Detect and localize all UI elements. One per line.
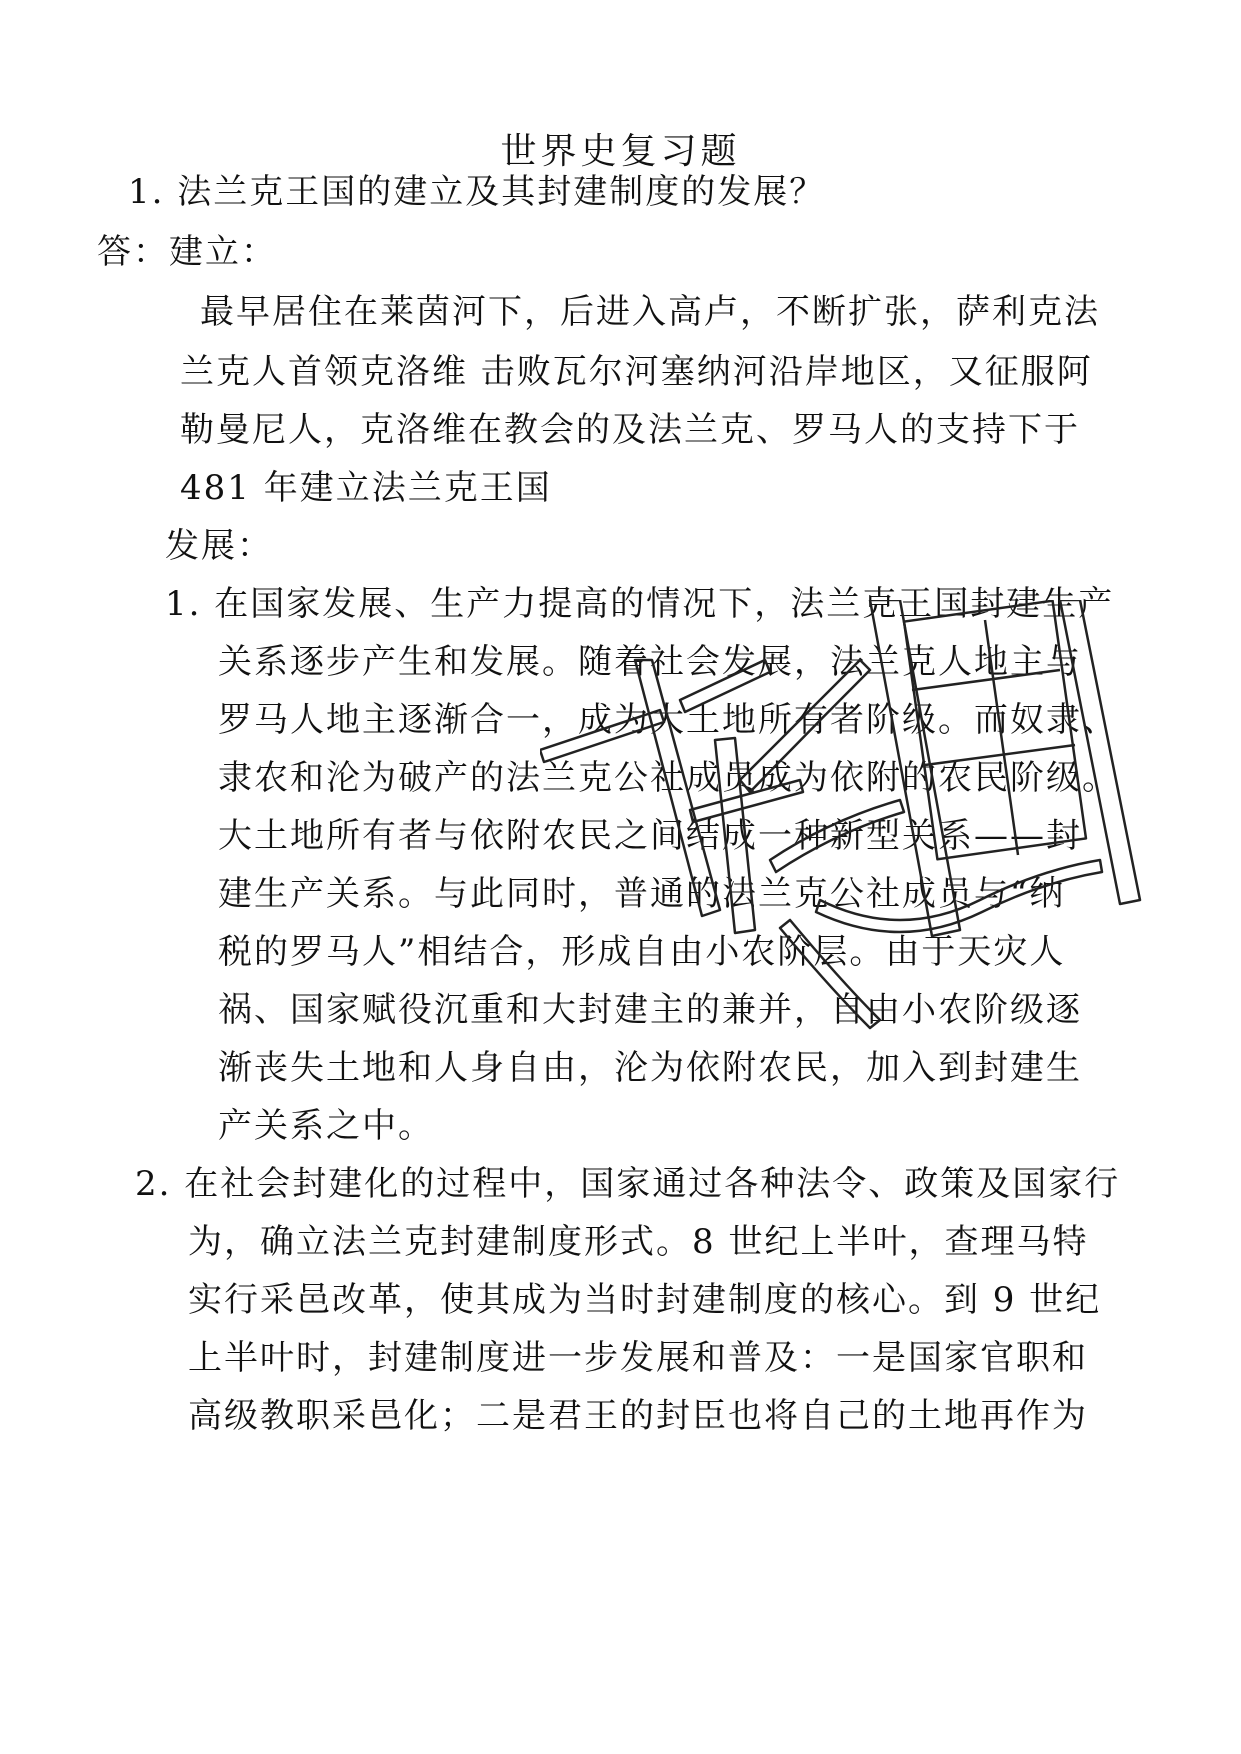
document-title: 世界史复习题 (500, 131, 741, 172)
point1-line-3: 罗马人地主逐渐合一，成为大土地所有者阶级。而奴隶、 (218, 700, 1118, 740)
point2-line-2: 为，确立法兰克封建制度形式。8 世纪上半叶，查理马特 (188, 1222, 1089, 1262)
point1-line-4: 隶农和沦为破产的法兰克公社成员成为依附的农民阶级。 (218, 758, 1118, 798)
point2-line-1: 2. 在社会封建化的过程中，国家通过各种法令、政策及国家行 (135, 1164, 1121, 1204)
point1-line-9: 渐丧失土地和人身自由，沦为依附农民，加入到封建生 (218, 1048, 1082, 1088)
establish-line-3: 勒曼尼人，克洛维在教会的及法兰克、罗马人的支持下于 (180, 410, 1080, 450)
development-label: 发展： (165, 526, 273, 566)
establish-line-4: 481 年建立法兰克王国 (180, 468, 552, 508)
point2-line-3: 实行采邑改革，使其成为当时封建制度的核心。到 9 世纪 (188, 1280, 1102, 1320)
point1-line-8: 祸、国家赋役沉重和大封建主的兼并，自由小农阶级逐 (218, 990, 1082, 1030)
establish-line-1: 最早居住在莱茵河下，后进入高卢，不断扩张，萨利克法 (200, 292, 1100, 332)
establish-line-2: 兰克人首领克洛维 击败瓦尔河塞纳河沿岸地区，又征服阿 (180, 352, 1093, 392)
point1-line-10: 产关系之中。 (218, 1106, 434, 1146)
point2-line-4: 上半叶时，封建制度进一步发展和普及：一是国家官职和 (188, 1338, 1088, 1378)
point1-line-2: 关系逐步产生和发展。随着社会发展，法兰克人地主与 (218, 642, 1082, 682)
answer-establish-label: 答：建立： (97, 232, 277, 272)
point1-line-6: 建生产关系。与此同时，普通的法兰克公社成员与“纳 (218, 874, 1066, 914)
question-1: 1. 法兰克王国的建立及其封建制度的发展？ (128, 172, 826, 212)
point1-line-5: 大土地所有者与依附农民之间结成一种新型关系——封 (218, 816, 1082, 856)
point1-line-1: 1. 在国家发展、生产力提高的情况下，法兰克王国封建生产 (165, 584, 1115, 624)
point1-line-7: 税的罗马人”相结合，形成自由小农阶层。由于天灾人 (218, 932, 1066, 972)
point2-line-5: 高级教职采邑化；二是君王的封臣也将自己的土地再作为 (188, 1396, 1088, 1436)
